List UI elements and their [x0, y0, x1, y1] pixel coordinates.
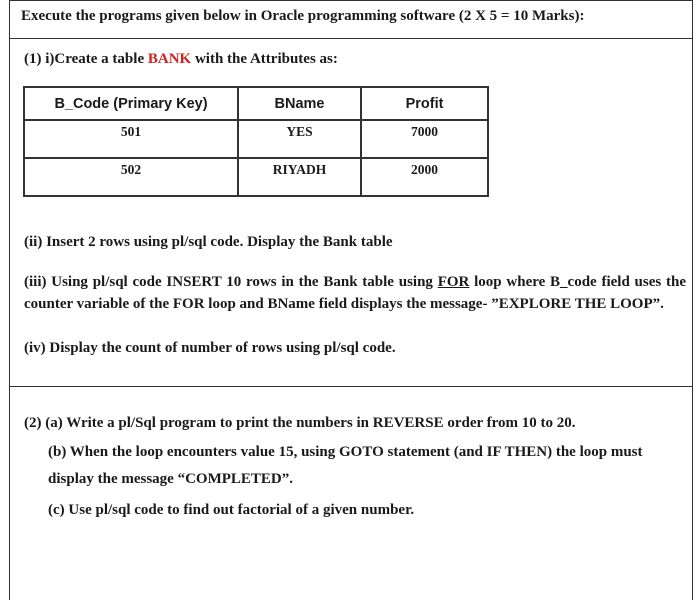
table-cell: 501	[24, 120, 238, 158]
section-divider	[9, 386, 693, 387]
intro-text-pre: (1) i)Create a table	[24, 51, 148, 67]
question-2-c: (c) Use pl/sql code to find out factorial of a given number.	[48, 502, 415, 518]
table-cell: 502	[24, 158, 238, 196]
question-1-intro	[24, 51, 338, 68]
table-header-row	[24, 87, 488, 120]
table-cell: YES	[238, 120, 361, 158]
header-divider	[9, 38, 693, 39]
iii-text-pre: (iii) Using pl/sql code INSERT 10 rows in the Bank table using	[24, 274, 438, 290]
question-2-b: (b) When the loop encounters value 15, using GOTO statement (and IF THEN) the loop must display the message “COMPLETED”.	[48, 444, 643, 487]
column-header: BName	[238, 87, 361, 120]
question-2-a: (2) (a) Write a pl/Sql program to print the numbers in REVERSE order from 10 to 20.	[24, 415, 576, 431]
table-cell: RIYADH	[238, 158, 361, 196]
column-header: B_Code (Primary Key)	[24, 87, 238, 120]
assignment-header: Execute the programs given below in Oracle programming software (2 X 5 = 10 Marks):	[21, 8, 585, 24]
intro-text-post: with the Attributes as:	[191, 51, 338, 67]
table-name-highlight: BANK	[147, 51, 192, 67]
table-cell: 2000	[361, 158, 488, 196]
top-border	[9, 0, 693, 1]
question-1-ii: (ii) Insert 2 rows using pl/sql code. Display the Bank table	[24, 234, 393, 250]
table-cell: 7000	[361, 120, 488, 158]
bank-attributes-table	[23, 86, 489, 197]
question-1-iii	[24, 271, 686, 315]
table-row	[24, 158, 488, 196]
question-1-iv: (iv) Display the count of number of rows using pl/sql code.	[24, 340, 396, 356]
iii-text-post: loop where B_code field uses the counter variable of the FOR loop and BName field displays the message- ”EXPLORE THE LOOP”.	[24, 274, 686, 312]
table-row	[24, 120, 488, 158]
column-header: Profit	[361, 87, 488, 120]
for-keyword-underlined: FOR	[437, 274, 470, 290]
